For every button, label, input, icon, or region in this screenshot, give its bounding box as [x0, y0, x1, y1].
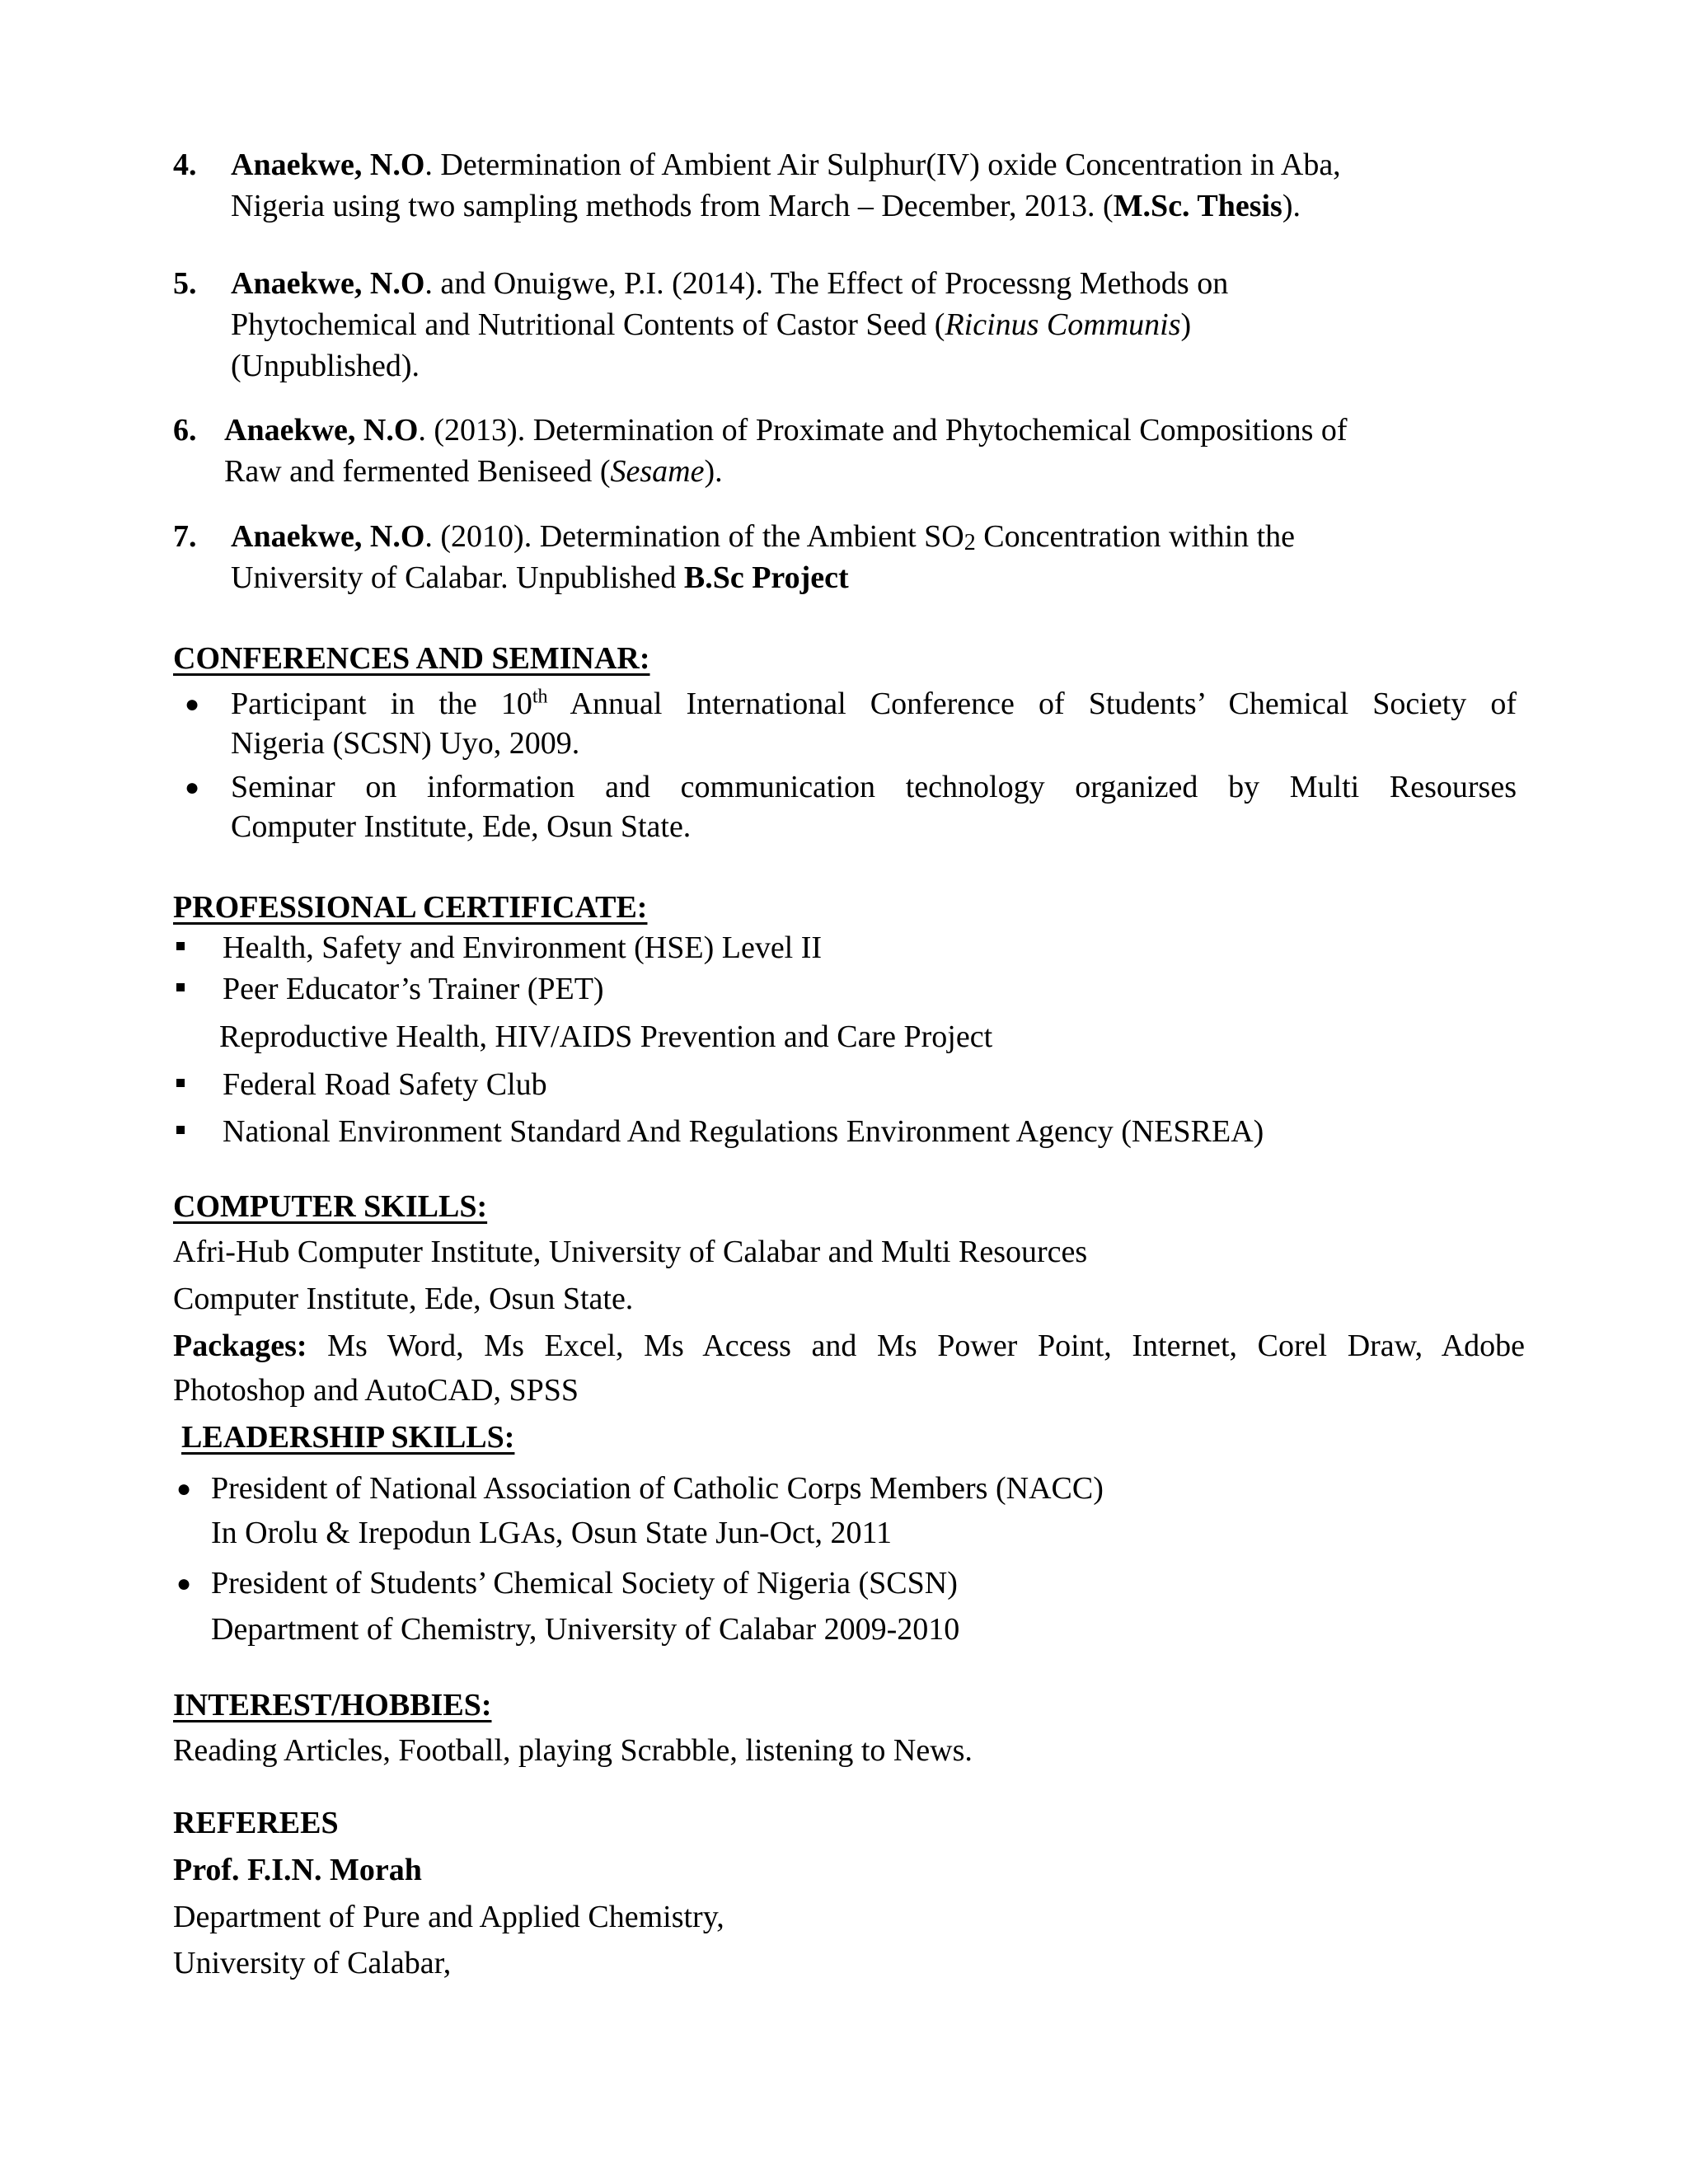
section-heading-interests: INTEREST/HOBBIES:	[173, 1688, 492, 1722]
bullet-square-icon	[176, 1126, 185, 1134]
packages-line: Photoshop and AutoCAD, SPSS	[173, 1373, 579, 1408]
leadership-item-line: In Orolu & Irepodun LGAs, Osun State Jun-Oct, 2011	[211, 1516, 893, 1550]
certificate-item: Health, Safety and Environment (HSE) Level II	[223, 930, 823, 965]
publication-number: 7.	[173, 519, 197, 554]
publication-line: Nigeria using two sampling methods from March – December, 2013. (M.Sc. Thesis).	[231, 189, 1301, 223]
conference-item-line: Participant in the 10th Annual International Conference of Students’ Chemical Society of	[231, 686, 1517, 721]
packages-label: Packages:	[173, 1329, 307, 1363]
bullet-dot-icon: ●	[176, 1570, 192, 1597]
author-name: Anaekwe, N.O	[231, 266, 425, 301]
section-heading-referees: REFEREES	[173, 1806, 339, 1840]
publication-line: Anaekwe, N.O. and Onuigwe, P.I. (2014). The Effect of Processng Methods on	[231, 266, 1229, 301]
publication-number: 6.	[173, 413, 197, 448]
conference-item-line: Seminar on information and communication technology organized by Multi Resourses	[231, 770, 1517, 804]
referee-line: University of Calabar,	[173, 1946, 452, 1980]
bullet-dot-icon: ●	[185, 774, 200, 801]
certificate-item: Peer Educator’s Trainer (PET)	[223, 972, 604, 1006]
author-name: Anaekwe, N.O	[224, 413, 419, 448]
bullet-square-icon	[176, 1079, 185, 1087]
publication-line: Anaekwe, N.O. (2013). Determination of Proximate and Phytochemical Compositions of	[224, 413, 1348, 448]
section-heading-certificate: PROFESSIONAL CERTIFICATE:	[173, 890, 648, 925]
computer-line: Computer Institute, Ede, Osun State.	[173, 1282, 634, 1316]
publication-line: (Unpublished).	[231, 349, 420, 383]
packages-line: Packages: Ms Word, Ms Excel, Ms Access and Ms Power Point, Internet, Corel Draw, Adobe	[173, 1329, 1525, 1363]
leadership-item-line: President of National Association of Catholic Corps Members (NACC)	[211, 1471, 1104, 1506]
publication-line: Raw and fermented Beniseed (Sesame).	[224, 454, 723, 489]
author-name: Anaekwe, N.O	[231, 519, 425, 554]
leadership-item-line: President of Students’ Chemical Society of Nigeria (SCSN)	[211, 1566, 958, 1601]
section-heading-computer: COMPUTER SKILLS:	[173, 1189, 488, 1224]
publication-line: Anaekwe, N.O. Determination of Ambient Air Sulphur(IV) oxide Concentration in Aba,	[231, 148, 1341, 182]
bullet-dot-icon: ●	[176, 1475, 192, 1502]
section-heading-leadership: LEADERSHIP SKILLS:	[181, 1420, 515, 1455]
publication-line: Anaekwe, N.O. (2010). Determination of the Ambient $SO_2$ Concentration within the	[231, 519, 1296, 555]
author-name: Anaekwe, N.O	[231, 148, 425, 182]
leadership-item-line: Department of Chemistry, University of Calabar 2009-2010	[211, 1612, 960, 1647]
certificate-item: National Environment Standard And Regulations Environment Agency (NESREA)	[223, 1114, 1264, 1149]
conference-item-line: Computer Institute, Ede, Osun State.	[231, 809, 692, 844]
publication-number: 4.	[173, 148, 197, 182]
publication-number: 5.	[173, 266, 197, 301]
bullet-square-icon	[176, 983, 185, 991]
certificate-sub-line: Reproductive Health, HIV/AIDS Prevention and Care Project	[219, 1019, 993, 1054]
referee-name: Prof. F.I.N. Morah	[173, 1853, 422, 1887]
bullet-square-icon	[176, 942, 185, 950]
publication-line: Phytochemical and Nutritional Contents of Castor Seed (Ricinus Communis)	[231, 307, 1192, 342]
computer-line: Afri-Hub Computer Institute, University of Calabar and Multi Resources	[173, 1235, 1088, 1269]
bullet-dot-icon: ●	[185, 691, 200, 718]
publication-line: University of Calabar. Unpublished B.Sc Project	[231, 560, 849, 595]
conference-item-line: Nigeria (SCSN) Uyo, 2009.	[231, 726, 580, 761]
section-heading-conferences: CONFERENCES AND SEMINAR:	[173, 641, 650, 676]
certificate-item: Federal Road Safety Club	[223, 1067, 547, 1102]
interests-text: Reading Articles, Football, playing Scrabble, listening to News.	[173, 1733, 973, 1768]
referee-line: Department of Pure and Applied Chemistry,	[173, 1900, 724, 1934]
